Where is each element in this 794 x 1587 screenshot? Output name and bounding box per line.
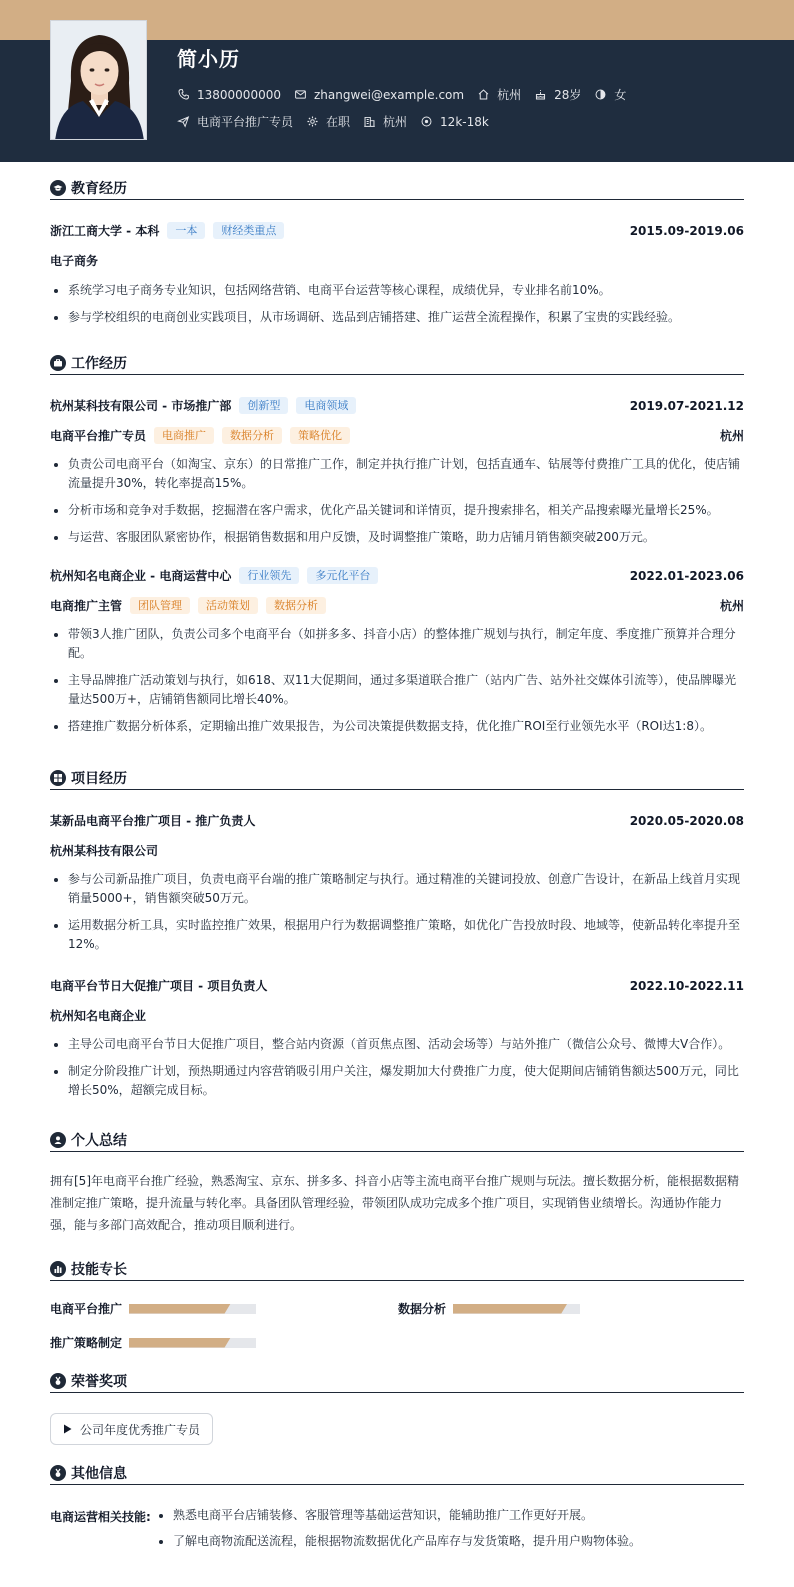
skill-bar xyxy=(129,1338,256,1348)
city-item xyxy=(477,86,521,103)
school-tag: 财经类重点 xyxy=(213,222,284,239)
skill-bar xyxy=(453,1304,580,1314)
major-name: 电子商务 xyxy=(50,254,99,268)
skill-name: 数据分析 xyxy=(398,1302,447,1316)
skills-title: 技能专长 xyxy=(71,1261,127,1278)
list-item: 参与公司新品推广项目，负责电商平台端的推广策略制定与执行。通过精准的关键词投放、创意广告设计，在新品上线首月实现销量5000+，销售额突破50万元。 xyxy=(50,870,744,908)
play-icon xyxy=(63,1424,72,1434)
work-city: 杭州 xyxy=(719,599,744,613)
education-entry-header xyxy=(50,222,744,239)
other-label: 电商运营相关技能: xyxy=(50,1510,151,1524)
summary-section-header xyxy=(50,1128,744,1152)
summary-title: 个人总结 xyxy=(71,1132,127,1149)
summary-text: 拥有[5]年电商平台推广经验，熟悉淘宝、京东、拼多多、抖音小店等主流电商平台推广规则与玩法。擅长数据分析，能根据数据精准制定推广策略，提升流量与转化率。具备团队管理经验，带领团队成功完成多个推广项目，实现销售业绩增长。沟通协作能力强，能与多部门高效配合，推动项目顺利进行。 xyxy=(50,1174,740,1232)
list-item: 主导公司电商平台节日大促推广项目，整合站内资源（首页焦点图、活动会场等）与站外推广（微信公众号、微博大V合作）。 xyxy=(50,1035,744,1054)
role-tag: 电商推广 xyxy=(154,427,214,444)
email-text: zhangwei@example.com xyxy=(313,87,465,102)
project-entry-header xyxy=(50,812,744,829)
skill-level-fill xyxy=(129,1338,231,1348)
company-tag: 电商领域 xyxy=(296,397,356,414)
age-item xyxy=(534,86,581,103)
gear-icon xyxy=(306,115,319,128)
work-bullets xyxy=(50,455,744,555)
job-intent-line xyxy=(177,113,502,130)
medal-icon xyxy=(50,1373,66,1389)
role-name: 电商推广主管 xyxy=(50,599,123,613)
project-company-row xyxy=(50,1007,744,1024)
city-text: 杭州 xyxy=(497,88,522,102)
list-item: 负责公司电商平台（如淘宝、京东）的日常推广工作，制定并执行推广计划，包括直通车、钻展等付费推广工具的优化，使店铺流量提升30%，转化率提高15%。 xyxy=(50,455,744,493)
graduation-cap-icon xyxy=(50,180,66,196)
work-bullets xyxy=(50,625,744,744)
phone-icon xyxy=(177,88,190,101)
list-item: 主导品牌推广活动策划与执行，如618、双11大促期间，通过多渠道联合推广（站内广告、站外社交媒体引流等），使品牌曝光量达500万+，店铺销售额同比增长40%。 xyxy=(50,671,744,709)
project-bullets xyxy=(50,1035,744,1108)
work-entry-header xyxy=(50,567,744,584)
briefcase-icon xyxy=(50,355,66,371)
phone-text: 13800000000 xyxy=(197,87,281,102)
list-item: 搭建推广数据分析体系，定期输出推广效果报告，为公司决策提供数据支持，优化推广ROI至行业领先水平（ROI达1:8）。 xyxy=(50,717,744,736)
role-tag: 数据分析 xyxy=(266,597,326,614)
award-text: 公司年度优秀推广专员 xyxy=(80,1422,201,1437)
salary-item xyxy=(420,115,489,129)
other-section-header xyxy=(50,1461,744,1485)
skills-section-header xyxy=(50,1257,744,1281)
skill-item xyxy=(50,1300,256,1317)
work-date: 2022.01-2023.06 xyxy=(629,568,744,583)
list-item: 制定分阶段推广计划，预热期通过内容营销吸引用户关注，爆发期加大付费推广力度，使大促期间店铺销售额达500万元，同比增长50%，超额完成目标。 xyxy=(50,1062,744,1100)
skill-item xyxy=(398,1300,580,1317)
work-title: 工作经历 xyxy=(71,355,127,372)
gender-text: 女 xyxy=(614,88,627,102)
skill-item xyxy=(50,1334,256,1351)
project-bullets xyxy=(50,870,744,962)
company-name: 杭州知名电商企业 - 电商运营中心 xyxy=(50,569,232,583)
project-name: 电商平台节日大促推广项目 - 项目负责人 xyxy=(50,979,268,993)
avatar xyxy=(50,20,147,140)
send-icon xyxy=(177,115,190,128)
phone-item xyxy=(177,88,281,102)
education-bullets xyxy=(50,281,744,335)
info-icon xyxy=(50,1465,66,1481)
work-city: 杭州 xyxy=(719,429,744,443)
project-date: 2022.10-2022.11 xyxy=(629,978,744,993)
cake-icon xyxy=(534,88,547,101)
work-section-header xyxy=(50,351,744,375)
role-tag: 策略优化 xyxy=(290,427,350,444)
skill-level-fill xyxy=(453,1304,567,1314)
work-role-row xyxy=(50,597,744,614)
education-section-header xyxy=(50,176,744,200)
work-role-row xyxy=(50,427,744,444)
list-item: 系统学习电子商务专业知识，包括网络营销、电商平台运营等核心课程，成绩优异，专业排名前10%。 xyxy=(50,281,744,300)
bar-chart-icon xyxy=(50,1261,66,1277)
other-list xyxy=(155,1506,745,1558)
role-tag: 活动策划 xyxy=(198,597,258,614)
email-icon xyxy=(294,88,307,101)
work-entry-header xyxy=(50,397,744,414)
role-tag: 数据分析 xyxy=(222,427,282,444)
list-item: 分析市场和竞争对手数据，挖掘潜在客户需求，优化产品关键词和详情页，提升搜索排名，相关产品搜索曝光量增长25%。 xyxy=(50,501,744,520)
project-entry-header xyxy=(50,977,744,994)
grid-icon xyxy=(50,770,66,786)
company-name: 杭州某科技有限公司 - 市场推广部 xyxy=(50,399,232,413)
list-item: 参与学校组织的电商创业实践项目，从市场调研、选品到店铺搭建、推广运营全流程操作，积累了宝贵的实践经验。 xyxy=(50,308,744,327)
salary-icon xyxy=(420,115,433,128)
project-name: 某新品电商平台推广项目 - 推广负责人 xyxy=(50,814,256,828)
list-item: 熟悉电商平台店铺装修、客服管理等基础运营知识，能辅助推广工作更好开展。 xyxy=(155,1506,745,1525)
education-date: 2015.09-2019.06 xyxy=(629,223,744,238)
education-title: 教育经历 xyxy=(71,180,127,197)
age-text: 28岁 xyxy=(554,88,582,102)
project-title: 项目经历 xyxy=(71,770,127,787)
awards-section-header xyxy=(50,1369,744,1393)
gender-item xyxy=(594,86,626,103)
company-tag: 行业领先 xyxy=(239,567,299,584)
target-city-text: 杭州 xyxy=(383,115,408,129)
list-item: 了解电商物流配送流程，能根据物流数据优化产品库存与发货策略，提升用户购物体验。 xyxy=(155,1532,745,1551)
contact-line xyxy=(177,86,639,103)
project-company: 杭州某科技有限公司 xyxy=(50,844,159,858)
work-date: 2019.07-2021.12 xyxy=(629,398,744,413)
other-title: 其他信息 xyxy=(71,1465,127,1482)
role-name: 电商平台推广专员 xyxy=(50,429,147,443)
skill-level-fill xyxy=(129,1304,231,1314)
skill-bar xyxy=(129,1304,256,1314)
project-date: 2020.05-2020.08 xyxy=(629,813,744,828)
awards-title: 荣誉奖项 xyxy=(71,1373,127,1390)
status-item xyxy=(306,113,350,130)
project-company-row xyxy=(50,842,744,859)
list-item: 带领3人推广团队，负责公司多个电商平台（如拼多多、抖音小店）的整体推广规划与执行，制定年度、季度推广预算并合理分配。 xyxy=(50,625,744,663)
target-city-item xyxy=(363,113,407,130)
candidate-name: 简小历 xyxy=(177,47,240,71)
award-badge xyxy=(50,1413,213,1445)
building-icon xyxy=(363,115,376,128)
skill-name: 电商平台推广 xyxy=(50,1302,123,1316)
project-section-header xyxy=(50,766,744,790)
user-icon xyxy=(50,1132,66,1148)
email-item xyxy=(294,88,464,102)
home-icon xyxy=(477,88,490,101)
position-text: 电商平台推广专员 xyxy=(197,115,294,129)
status-text: 在职 xyxy=(326,115,351,129)
education-major-row xyxy=(50,252,744,269)
role-tag: 团队管理 xyxy=(130,597,190,614)
salary-text: 12k-18k xyxy=(440,114,489,129)
skill-name: 推广策略制定 xyxy=(50,1336,123,1350)
school-name: 浙江工商大学 - 本科 xyxy=(50,224,160,238)
project-company: 杭州知名电商企业 xyxy=(50,1009,147,1023)
list-item: 运用数据分析工具，实时监控推广效果，根据用户行为数据调整推广策略，如优化广告投放时段、地域等，使新品转化率提升至12%。 xyxy=(50,916,744,954)
company-tag: 创新型 xyxy=(239,397,288,414)
school-tag: 一本 xyxy=(167,222,205,239)
list-item: 与运营、客服团队紧密协作，根据销售数据和用户反馈，及时调整推广策略，助力店铺月销售额突破200万元。 xyxy=(50,528,744,547)
position-item xyxy=(177,113,293,130)
gender-icon xyxy=(594,88,607,101)
company-tag: 多元化平台 xyxy=(307,567,378,584)
